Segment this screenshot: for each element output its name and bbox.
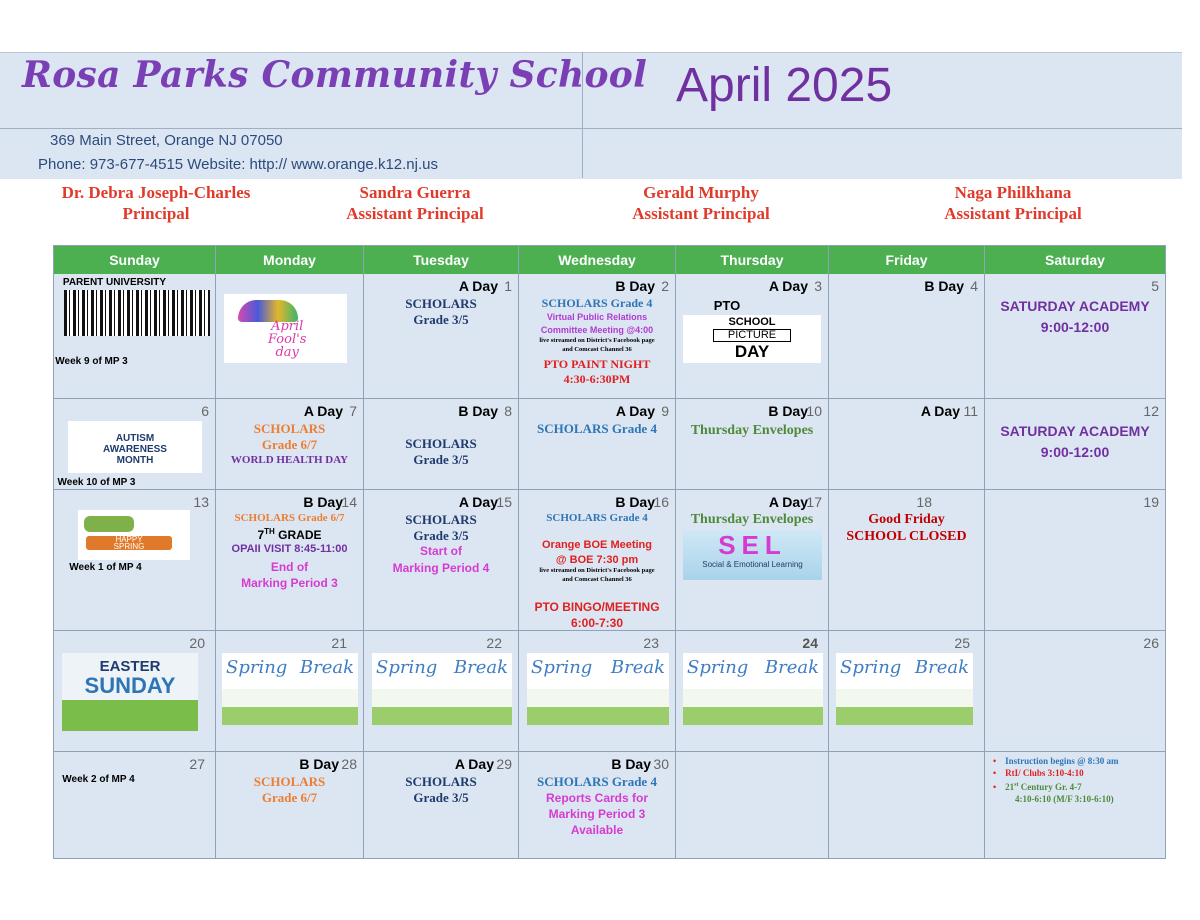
day-number: 10 [806,403,822,419]
event-text: Thursday Envelopes [690,512,814,527]
img-caption: Break [764,657,819,678]
day-number: 30 [653,756,669,772]
day-cell [216,631,364,752]
day-number: 25 [954,635,970,651]
day-cell [216,490,364,631]
bullet-icon: • [993,782,997,792]
event-text: SCHOLARS Grade 4 [537,774,657,789]
note-item [993,779,1119,793]
event-text: SCHOLARS Grade 6/7 [234,512,345,524]
img-caption: DAY [734,342,770,361]
day-number: 22 [486,635,502,651]
day-number: 20 [189,635,205,651]
week-label: Week 1 of MP 4 [69,562,142,573]
weekday-header: Wednesday [519,246,676,274]
event-text: Virtual Public Relations [546,312,648,322]
day-cell [676,752,829,858]
day-type: A Day [768,278,808,294]
day-type: A Day [454,756,494,772]
day-number: 18 [916,494,932,510]
day-number: 27 [189,756,205,772]
weekday-header: Tuesday [364,246,519,274]
day-number: 28 [341,756,357,772]
spring-break-image [683,653,823,725]
weekday-header: Sunday [54,246,216,274]
day-number: 11 [963,403,978,419]
day-number: 1 [504,278,512,294]
event-text: Grade 6/7 [261,437,318,452]
grade-suffix: TH [264,527,275,536]
event-text: Start of [420,544,462,558]
day-cell [829,631,985,752]
event-text: WORLD HEALTH DAY [230,454,349,466]
event-text: 4:30-6:30PM [563,372,631,386]
event-text: SCHOLARS [405,512,477,527]
picture-day-image [683,315,821,363]
school-address: 369 Main Street, Orange NJ 07050 [50,132,283,149]
day-number: 8 [504,403,512,419]
event-text: Good Friday [868,512,945,527]
day-cell [216,752,364,858]
day-number: 21 [331,635,347,651]
event-text: SCHOLARS [253,774,326,789]
img-caption: Spring [687,657,749,678]
school-contact: Phone: 973-677-4515 Website: http:// www.orange.k12.nj.us [38,156,438,173]
event-text: SCHOLARS Grade 4 [541,296,653,310]
administrator-2 [320,182,510,224]
img-caption: AUTISM [115,433,155,444]
day-cell [829,490,985,631]
note-text: 4:10-6:10 (M/F 3:10-6:10) [1015,794,1114,804]
img-caption: SCHOOL [728,316,776,328]
day-type: A Day [458,494,498,510]
event-text: Marking Period 3 [548,807,646,821]
sel-image [683,530,822,580]
img-caption: MONTH [116,455,154,466]
day-number: 24 [802,635,818,651]
day-number: 15 [496,494,512,510]
day-cell [519,274,676,399]
admin-name: Gerald Murphy [643,183,759,202]
event-text: and Comcast Channel 36 [562,576,632,583]
event-text: Grade 3/5 [413,452,469,467]
weekday-header: Friday [829,246,985,274]
event-text: PTO PAINT NIGHT [543,357,651,371]
event-text: SCHOLARS [405,296,477,311]
note-item [993,755,1119,767]
day-cell [985,490,1165,631]
day-cell [985,631,1165,752]
easter-sunday-image [62,653,198,731]
img-caption: Break [610,657,665,678]
day-type: A Day [303,403,343,419]
event-text [216,527,363,542]
day-type: B Day [299,756,339,772]
administrator-4 [918,182,1108,224]
img-caption: day [275,345,299,360]
day-cell [54,399,216,490]
happy-spring-image [78,510,190,560]
event-text: Marking Period 3 [241,576,338,590]
event-text: SCHOLARS Grade 4 [537,421,657,436]
img-caption: Break [299,657,354,678]
notes-cell [985,752,1165,858]
event-text: 6:00-7:30 [570,616,624,630]
week-label: Week 10 of MP 3 [57,477,136,488]
day-cell [519,631,676,752]
day-number: 13 [193,494,209,510]
day-cell [519,752,676,858]
day-cell [676,490,829,631]
weekday-header: Monday [216,246,364,274]
event-text: PTO [713,298,741,313]
spring-break-image [527,653,669,725]
weekday-header: Thursday [676,246,829,274]
day-cell [364,631,519,752]
grade-number: 7 [257,528,265,542]
note-text: Instruction begins @ 8:30 am [1005,756,1119,766]
img-caption: Spring [840,657,902,678]
day-cell [829,399,985,490]
event-text: SATURDAY ACADEMY [1000,298,1150,314]
event-text: Available [570,823,624,837]
event-text: SCHOLARS [405,436,477,451]
event-text: SATURDAY ACADEMY [1000,423,1150,439]
event-text: Orange BOE Meeting [541,539,653,551]
day-cell [985,399,1165,490]
day-number: 9 [661,403,669,419]
day-type: A Day [768,494,808,510]
event-text: Marking Period 4 [392,561,490,575]
admin-title: Assistant Principal [346,204,484,223]
day-type: A Day [615,403,655,419]
event-text: End of [270,560,309,574]
img-caption: Break [914,657,969,678]
day-cell [676,631,829,752]
school-name: Rosa Parks Community School [22,54,648,96]
admin-title: Assistant Principal [632,204,770,223]
day-number: 4 [970,278,978,294]
img-caption: SPRING [113,542,145,551]
event-text: SCHOLARS [405,774,477,789]
day-cell [829,752,985,858]
day-number: 5 [1151,278,1159,294]
day-cell [364,399,519,490]
event-text: 9:00-12:00 [1040,319,1110,335]
event-text: Grade 3/5 [413,528,469,543]
day-type: B Day [458,403,498,419]
event-text: 9:00-12:00 [1040,444,1110,460]
day-number: 14 [341,494,357,510]
day-number: 16 [653,494,669,510]
img-caption: SUNDAY [84,673,176,698]
day-type: A Day [920,403,960,419]
day-cell [54,752,216,858]
autism-awareness-image [68,421,202,473]
day-cell [216,274,364,399]
day-cell [519,490,676,631]
spring-break-image [222,653,358,725]
day-number: 29 [496,756,512,772]
admin-title: Principal [122,204,190,223]
day-cell [54,274,216,399]
img-caption: HAPPY [115,535,143,544]
parent-university-label: PARENT UNIVERSITY [62,277,167,288]
img-caption: PICTURE [713,329,791,342]
event-text: Grade 6/7 [261,790,318,805]
day-cell [364,752,519,858]
april-fools-image [224,294,347,363]
img-caption: Social & Emotional Learning [702,560,803,569]
day-number: 2 [661,278,669,294]
img-caption: AWARENESS [103,444,167,455]
img-caption: Spring [531,657,593,678]
img-caption: April [271,319,304,334]
admin-name: Sandra Guerra [359,183,471,202]
day-cell [519,399,676,490]
event-text: live streamed on District's Facebook page [539,567,655,574]
event-text: and Comcast Channel 36 [562,346,632,353]
notes-list [993,755,1119,805]
admin-title: Assistant Principal [944,204,1082,223]
day-number: 19 [1143,494,1159,510]
event-text: Thursday Envelopes [690,423,814,438]
day-number: 12 [1143,403,1159,419]
century-rest: Century Gr. 4-7 [1018,782,1082,792]
week-label: Week 9 of MP 3 [55,356,128,367]
day-cell [364,274,519,399]
event-text: OPAII VISIT 8:45-11:00 [231,543,348,555]
note-text: RtI/ Clubs 3:10-4:10 [1005,768,1084,778]
header-divider [0,128,1182,129]
img-caption: Fool's [268,332,307,347]
day-cell [676,399,829,490]
img-caption: EASTER [99,658,161,675]
event-text: SCHOOL CLOSED [846,529,967,544]
day-cell [364,490,519,631]
event-text: Grade 3/5 [413,790,469,805]
administrator-3 [606,182,796,224]
day-number: 17 [806,494,822,510]
event-text: @ BOE 7:30 pm [555,554,639,566]
day-type: B Day [768,403,808,419]
event-text: SCHOLARS [253,421,326,436]
day-type: B Day [924,278,964,294]
event-text: Reports Cards for [545,791,649,805]
calendar-grid [53,245,1166,859]
month-title: April 2025 [676,59,893,112]
admin-name: Dr. Debra Joseph-Charles [61,183,251,202]
day-cell [54,631,216,752]
day-cell [985,274,1165,399]
day-type: B Day [611,756,651,772]
event-text: live streamed on District's Facebook page [539,337,655,344]
day-number: 23 [643,635,659,651]
img-caption: Spring [226,657,288,678]
day-number: 7 [349,403,357,419]
note-item [993,767,1119,779]
bullet-icon: • [993,756,997,766]
century-suffix: st [1014,782,1019,788]
img-caption: Break [453,657,508,678]
day-cell [829,274,985,399]
admin-name: Naga Philkhana [954,183,1072,202]
grade-word: GRADE [274,528,322,542]
week-label: Week 2 of MP 4 [62,774,135,785]
day-type: A Day [458,278,498,294]
qr-code-image[interactable] [64,290,210,336]
spring-break-image [372,653,512,725]
day-number: 26 [1143,635,1159,651]
day-number: 3 [814,278,822,294]
day-type: B Day [303,494,343,510]
event-text: SCHOLARS Grade 4 [546,512,648,524]
event-text: Committee Meeting @4:00 [540,325,654,335]
bullet-icon: • [993,768,997,778]
spring-break-image [836,653,973,725]
weekday-header: Saturday [985,246,1165,274]
day-type: B Day [615,494,655,510]
day-cell [54,490,216,631]
img-caption: Spring [376,657,438,678]
note-text [1005,782,1082,792]
event-text: PTO BINGO/MEETING [534,600,660,614]
event-text: Grade 3/5 [413,312,469,327]
day-cell [216,399,364,490]
administrator-1 [40,182,272,224]
day-cell [676,274,829,399]
century-number: 21 [1005,782,1015,792]
img-caption: SEL [718,530,787,560]
day-number: 6 [201,403,209,419]
day-type: B Day [615,278,655,294]
